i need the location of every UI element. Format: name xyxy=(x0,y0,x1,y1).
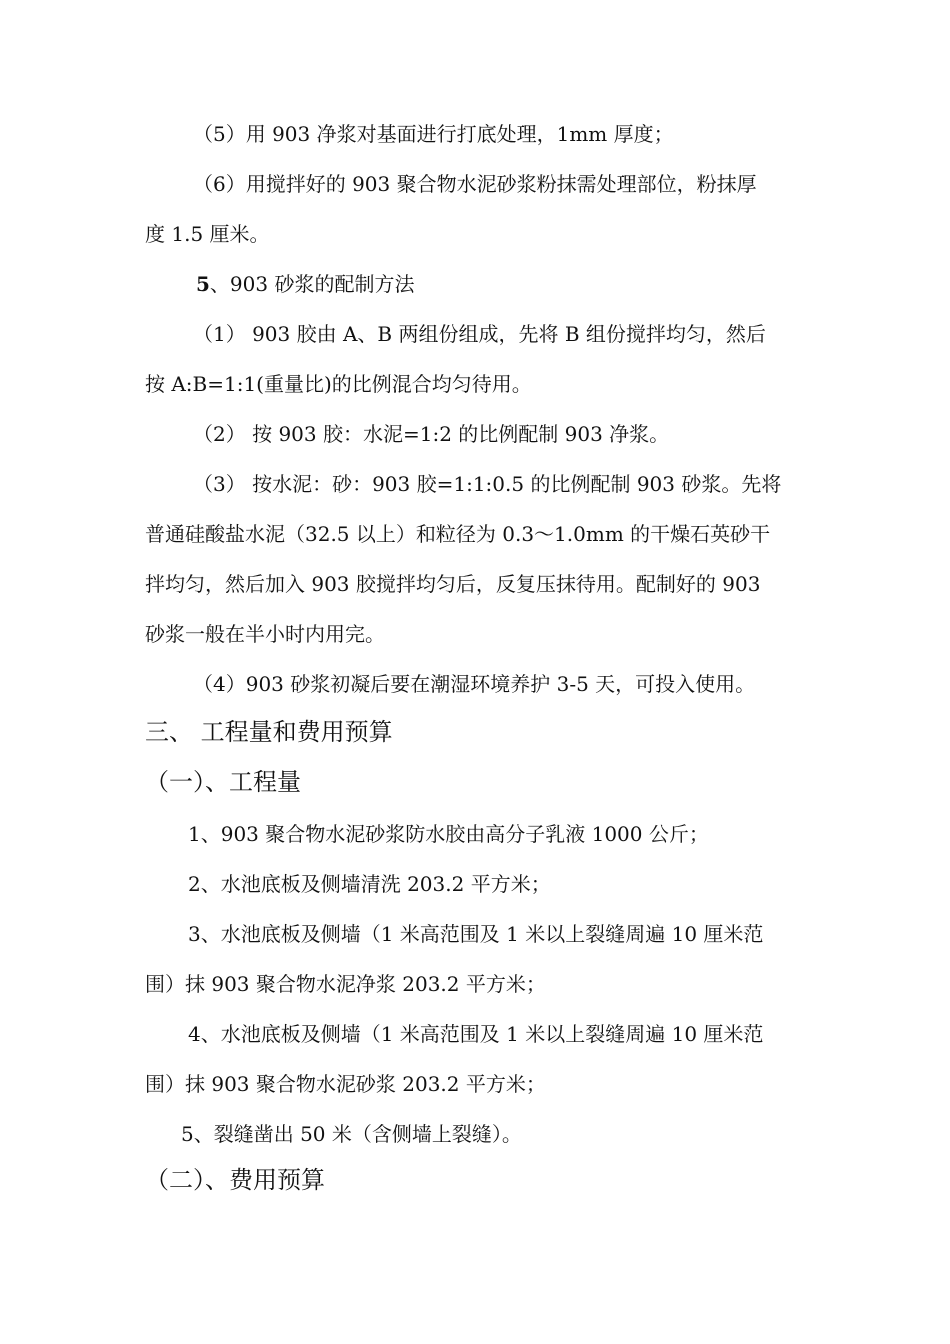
quantity-item-2: 2、水池底板及侧墙清洗 203.2 平方米； xyxy=(188,872,551,896)
chapter-heading-budget: 三、 工程量和费用预算 xyxy=(145,718,393,746)
paragraph-prep-3-cont3: 砂浆一般在半小时内用完。 xyxy=(145,622,385,646)
paragraph-prep-2: （2） 按 903 胶：水泥=1:2 的比例配制 903 净浆。 xyxy=(193,422,670,446)
quantity-item-3-cont: 围）抹 903 聚合物水泥净浆 203.2 平方米； xyxy=(145,972,546,996)
paragraph-prep-3-cont1: 普通硅酸盐水泥（32.5 以上）和粒径为 0.3～1.0mm 的干燥石英砂干 xyxy=(145,522,771,546)
subheading-cost-budget: （二）、费用预算 xyxy=(145,1166,325,1194)
subheading-quantities: （一）、工程量 xyxy=(145,768,301,796)
paragraph-prep-3: （3） 按水泥：砂：903 胶=1:1:0.5 的比例配制 903 砂浆。先将 xyxy=(193,472,782,496)
paragraph-prep-1-cont: 按 A:B=1:1(重量比)的比例混合均匀待用。 xyxy=(145,372,532,396)
paragraph-step-5: （5）用 903 净浆对基面进行打底处理，1mm 厚度； xyxy=(193,122,674,146)
quantity-item-4: 4、水池底板及侧墙（1 米高范围及 1 米以上裂缝周遍 10 厘米范 xyxy=(188,1022,764,1046)
paragraph-prep-1: （1） 903 胶由 A、B 两组份组成，先将 B 组份搅拌均匀，然后 xyxy=(193,322,766,346)
paragraph-step-6: （6）用搅拌好的 903 聚合物水泥砂浆粉抹需处理部位，粉抹厚 xyxy=(193,172,757,196)
quantity-item-5: 5、裂缝凿出 50 米（含侧墙上裂缝）。 xyxy=(181,1122,522,1146)
section-number: 5 xyxy=(196,272,210,296)
section-heading-mortar-preparation xyxy=(196,270,858,298)
paragraph-prep-4: （4）903 砂浆初凝后要在潮湿环境养护 3-5 天，可投入使用。 xyxy=(193,672,756,696)
quantity-item-4-cont: 围）抹 903 聚合物水泥砂浆 203.2 平方米； xyxy=(145,1072,546,1096)
paragraph-step-6-cont: 度 1.5 厘米。 xyxy=(145,222,270,246)
quantity-item-3: 3、水池底板及侧墙（1 米高范围及 1 米以上裂缝周遍 10 厘米范 xyxy=(188,922,764,946)
paragraph-prep-3-cont2: 拌均匀，然后加入 903 胶搅拌均匀后，反复压抹待用。配制好的 903 xyxy=(145,572,761,596)
section-title: 、903 砂浆的配制方法 xyxy=(209,272,415,296)
quantity-item-1: 1、903 聚合物水泥砂浆防水胶由高分子乳液 1000 公斤； xyxy=(188,822,709,846)
